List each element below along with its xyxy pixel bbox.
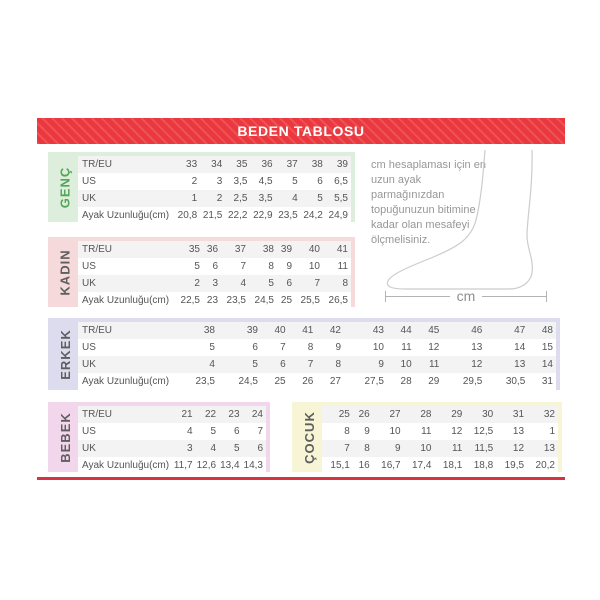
table-row <box>322 406 558 423</box>
size-value-cell: 46 <box>471 325 483 336</box>
size-value-cell: 3 <box>212 278 219 289</box>
row-label: TR/EU <box>82 244 112 255</box>
size-value-cell: 7 <box>240 261 246 272</box>
size-value-cell: 47 <box>514 325 526 336</box>
table-row <box>78 322 556 339</box>
row-label: Ayak Uzunluğu(cm) <box>82 460 170 471</box>
row-label: Ayak Uzunluğu(cm) <box>82 210 170 221</box>
table-row <box>78 373 556 390</box>
row-label: TR/EU <box>82 159 112 170</box>
size-value-cell: 7 <box>314 278 320 289</box>
size-value-cell: 6 <box>233 426 240 437</box>
size-value-cell: 5 <box>194 261 200 272</box>
size-value-cell: 3,5 <box>233 176 248 187</box>
size-value-cell: 45 <box>428 325 440 336</box>
size-value-cell: 39 <box>336 159 348 170</box>
size-value-cell: 22,2 <box>227 210 248 221</box>
size-value-cell: 10 <box>372 342 384 353</box>
size-value-cell: 13,4 <box>220 460 240 471</box>
size-value-cell: 9 <box>286 261 293 272</box>
bottom-red-rule <box>37 477 565 480</box>
size-value-cell: 13 <box>514 359 526 370</box>
table-row <box>78 339 556 356</box>
size-value-cell: 11 <box>428 359 440 370</box>
size-value-cell: 2 <box>194 278 200 289</box>
size-value-cell: 39 <box>246 325 258 336</box>
measurement-instructions: cm hesaplaması için en uzun ayak parmağınızdan topuğunuzun bitimine kadar olan mesafeyi ölçmelisiniz. <box>371 159 486 246</box>
size-value-cell: 35 <box>236 159 248 170</box>
size-value-cell: 14 <box>541 359 553 370</box>
size-value-cell: 18,8 <box>473 460 494 471</box>
size-value-cell: 23,5 <box>278 210 298 221</box>
table-row <box>78 207 351 224</box>
size-value-cell: 4 <box>209 359 215 370</box>
size-table-grid <box>78 322 556 390</box>
size-value-cell: 24,5 <box>254 295 274 306</box>
header-bar <box>37 118 565 144</box>
table-row <box>78 440 266 457</box>
size-value-cell: 30,5 <box>505 376 526 387</box>
size-value-cell: 18,1 <box>442 460 463 471</box>
size-value-cell: 6 <box>286 278 293 289</box>
size-value-cell: 7 <box>257 426 263 437</box>
row-label: US <box>82 426 96 437</box>
size-value-cell: 26 <box>358 409 370 420</box>
table-label-strip <box>52 322 78 386</box>
size-value-cell: 7 <box>280 342 286 353</box>
size-value-cell: 2 <box>216 193 223 204</box>
size-value-cell: 5 <box>209 342 215 353</box>
row-label: UK <box>82 193 96 204</box>
size-value-cell: 23,5 <box>195 376 215 387</box>
size-value-cell: 8 <box>335 359 341 370</box>
size-value-cell: 13 <box>512 426 525 437</box>
size-value-cell: 12,5 <box>473 426 494 437</box>
size-value-cell: 3,5 <box>258 193 273 204</box>
table-category-label: KADIN <box>57 248 73 296</box>
size-value-cell: 48 <box>541 325 553 336</box>
row-label: US <box>82 261 96 272</box>
size-value-cell: 11 <box>401 342 412 353</box>
size-value-cell: 20,2 <box>535 460 555 471</box>
size-table-kadin <box>48 237 355 307</box>
size-value-cell: 12 <box>428 342 440 353</box>
size-value-cell: 27,5 <box>364 376 384 387</box>
size-value-cell: 29 <box>428 376 440 387</box>
row-label: US <box>82 342 96 353</box>
size-value-cell: 19,5 <box>504 460 525 471</box>
size-value-cell: 23 <box>228 409 240 420</box>
size-value-cell: 11 <box>451 443 463 454</box>
table-category-label: GENÇ <box>57 166 73 208</box>
size-value-cell: 10 <box>400 359 412 370</box>
size-value-cell: 41 <box>302 325 314 336</box>
table-row <box>78 258 351 275</box>
table-row <box>78 423 266 440</box>
size-value-cell: 15,1 <box>330 460 350 471</box>
size-value-cell: 5 <box>292 176 298 187</box>
size-value-cell: 33 <box>186 159 198 170</box>
size-value-cell: 36 <box>261 159 273 170</box>
size-value-cell: 6,5 <box>334 176 348 187</box>
size-table-grid <box>78 156 351 224</box>
size-value-cell: 43 <box>372 325 384 336</box>
size-value-cell: 3 <box>216 176 223 187</box>
table-label-strip <box>52 241 78 303</box>
size-value-cell: 23 <box>206 295 219 306</box>
size-value-cell: 8 <box>344 426 350 437</box>
table-row <box>78 156 351 173</box>
size-value-cell: 24 <box>251 409 263 420</box>
foot-outline-illustration <box>383 148 558 298</box>
size-value-cell: 13 <box>471 342 483 353</box>
table-category-label: ÇOCUK <box>301 410 317 464</box>
size-value-cell: 22,5 <box>180 295 200 306</box>
size-value-cell: 1 <box>549 426 555 437</box>
size-value-cell: 22,9 <box>253 210 273 221</box>
size-value-cell: 32 <box>543 409 555 420</box>
size-value-cell: 16,7 <box>381 460 401 471</box>
cm-measure-line <box>385 288 547 304</box>
measure-line-right <box>482 296 546 297</box>
size-value-cell: 10 <box>389 426 401 437</box>
size-value-cell: 11,7 <box>173 460 193 471</box>
measure-line-left <box>386 296 450 297</box>
size-table-genc <box>48 152 355 222</box>
row-label: Ayak Uzunluğu(cm) <box>82 295 170 306</box>
size-value-cell: 8 <box>268 261 274 272</box>
size-value-cell: 11 <box>337 261 348 272</box>
size-value-cell: 12,6 <box>196 460 217 471</box>
size-table-cocuk <box>292 402 562 472</box>
size-value-cell: 9 <box>335 342 341 353</box>
size-value-cell: 34 <box>211 159 223 170</box>
table-category-label: BEBEK <box>57 411 73 463</box>
size-value-cell: 1 <box>191 193 198 204</box>
table-row <box>78 275 351 292</box>
size-value-cell: 6 <box>212 261 219 272</box>
row-label: TR/EU <box>82 325 112 336</box>
table-row <box>322 423 558 440</box>
size-value-cell: 7 <box>307 359 314 370</box>
size-value-cell: 5 <box>233 443 240 454</box>
size-value-cell: 16 <box>358 460 370 471</box>
size-value-cell: 8 <box>307 342 314 353</box>
size-value-cell: 4,5 <box>258 176 273 187</box>
size-value-cell: 11 <box>421 426 432 437</box>
table-row <box>78 292 351 309</box>
size-value-cell: 9 <box>378 359 384 370</box>
row-label: UK <box>82 443 96 454</box>
table-row <box>78 457 266 474</box>
size-value-cell: 4 <box>187 426 193 437</box>
size-value-cell: 25 <box>274 376 286 387</box>
table-row <box>78 173 351 190</box>
size-value-cell: 20,8 <box>177 210 198 221</box>
size-value-cell: 31 <box>512 409 525 420</box>
size-value-cell: 13 <box>543 443 555 454</box>
size-value-cell: 40 <box>274 325 286 336</box>
table-row <box>78 241 351 258</box>
size-value-cell: 44 <box>400 325 412 336</box>
size-table-grid <box>322 406 558 474</box>
row-label: UK <box>82 278 96 289</box>
table-label-strip <box>296 406 322 468</box>
table-row <box>78 190 351 207</box>
page-title: BEDEN TABLOSU <box>237 123 365 139</box>
size-value-cell: 12 <box>451 426 463 437</box>
size-value-cell: 2,5 <box>233 193 248 204</box>
size-value-cell: 25,5 <box>300 295 320 306</box>
size-value-cell: 38 <box>311 159 323 170</box>
size-value-cell: 21 <box>181 409 193 420</box>
size-value-cell: 36 <box>206 244 219 255</box>
size-value-cell: 41 <box>336 244 348 255</box>
size-value-cell: 40 <box>308 244 320 255</box>
row-label: Ayak Uzunluğu(cm) <box>82 376 170 387</box>
size-value-cell: 28 <box>400 376 412 387</box>
size-value-cell: 6 <box>280 359 286 370</box>
size-table-bebek <box>48 402 270 472</box>
size-value-cell: 29 <box>451 409 463 420</box>
size-value-cell: 11,5 <box>474 443 494 454</box>
size-value-cell: 29,5 <box>462 376 483 387</box>
size-table-erkek <box>48 318 560 390</box>
size-value-cell: 12 <box>471 359 483 370</box>
table-row <box>78 356 556 373</box>
size-value-cell: 28 <box>420 409 432 420</box>
table-row <box>322 457 558 474</box>
cm-label: cm <box>456 288 476 304</box>
measure-tick-right <box>546 291 547 302</box>
size-value-cell: 35 <box>188 244 200 255</box>
row-label: TR/EU <box>82 409 112 420</box>
size-value-cell: 4 <box>240 278 246 289</box>
row-label: UK <box>82 359 96 370</box>
size-value-cell: 31 <box>541 376 553 387</box>
size-value-cell: 26 <box>302 376 314 387</box>
size-value-cell: 6 <box>317 176 323 187</box>
size-value-cell: 2 <box>191 176 198 187</box>
size-value-cell: 22 <box>204 409 217 420</box>
size-value-cell: 27 <box>389 409 401 420</box>
size-value-cell: 5,5 <box>334 193 348 204</box>
size-value-cell: 8 <box>364 443 370 454</box>
size-value-cell: 25 <box>338 409 350 420</box>
size-value-cell: 6 <box>252 342 258 353</box>
size-value-cell: 37 <box>286 159 298 170</box>
size-value-cell: 39 <box>280 244 293 255</box>
size-value-cell: 5 <box>268 278 274 289</box>
size-value-cell: 38 <box>203 325 215 336</box>
size-table-grid <box>78 241 351 309</box>
size-value-cell: 38 <box>262 244 274 255</box>
size-table-grid <box>78 406 266 474</box>
table-row <box>322 440 558 457</box>
size-value-cell: 15 <box>541 342 553 353</box>
size-value-cell: 17,4 <box>412 460 432 471</box>
size-value-cell: 3 <box>187 443 193 454</box>
size-value-cell: 5 <box>317 193 323 204</box>
size-value-cell: 30 <box>482 409 494 420</box>
size-value-cell: 26,5 <box>328 295 348 306</box>
size-value-cell: 14,3 <box>243 460 263 471</box>
size-value-cell: 4 <box>210 443 217 454</box>
size-value-cell: 9 <box>364 426 370 437</box>
size-value-cell: 14 <box>514 342 526 353</box>
size-value-cell: 10 <box>308 261 320 272</box>
table-row <box>78 406 266 423</box>
size-value-cell: 23,5 <box>226 295 246 306</box>
size-value-cell: 24,5 <box>238 376 258 387</box>
size-value-cell: 7 <box>344 443 350 454</box>
size-value-cell: 21,5 <box>202 210 223 221</box>
table-category-label: ERKEK <box>57 328 73 380</box>
size-value-cell: 4 <box>292 193 298 204</box>
size-value-cell: 10 <box>420 443 432 454</box>
size-value-cell: 5 <box>210 426 217 437</box>
size-value-cell: 12 <box>512 443 525 454</box>
table-label-strip <box>52 156 78 218</box>
size-value-cell: 25 <box>280 295 293 306</box>
size-value-cell: 8 <box>342 278 348 289</box>
row-label: US <box>82 176 96 187</box>
table-label-strip <box>52 406 78 468</box>
size-value-cell: 9 <box>395 443 401 454</box>
size-value-cell: 27 <box>329 376 341 387</box>
size-value-cell: 24,2 <box>303 210 323 221</box>
size-value-cell: 37 <box>234 244 246 255</box>
size-value-cell: 6 <box>257 443 263 454</box>
size-value-cell: 24,9 <box>328 210 348 221</box>
size-value-cell: 5 <box>252 359 258 370</box>
size-value-cell: 42 <box>329 325 341 336</box>
